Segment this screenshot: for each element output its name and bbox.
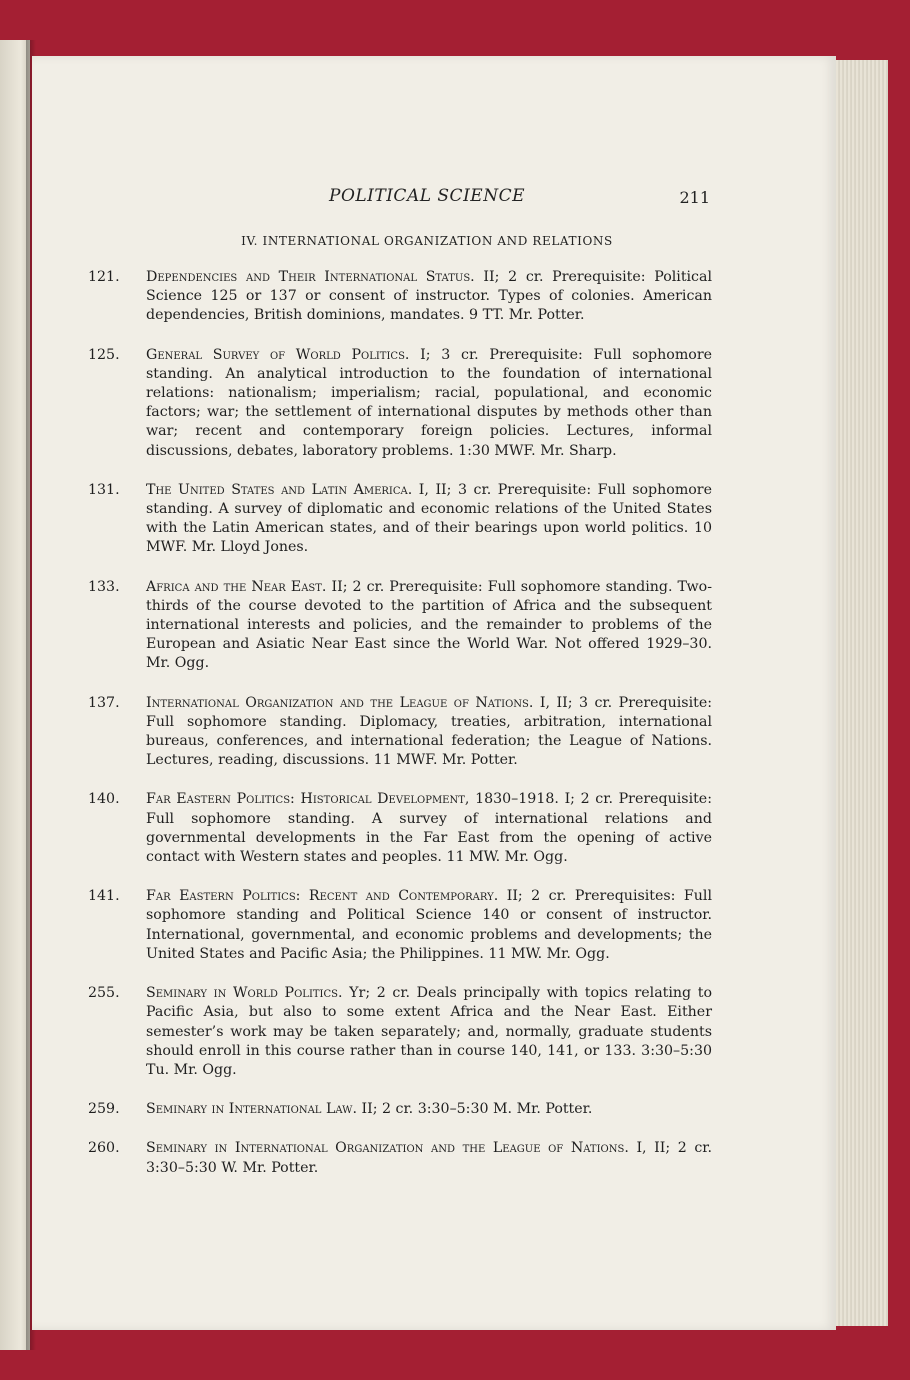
course-entry xyxy=(88,346,712,461)
course-title: Far Eastern Politics: Recent and Contemporary. xyxy=(146,888,499,905)
course-number: 140. xyxy=(88,791,120,808)
course-description: I, II; 3 cr. Prerequisite: Full sophomore standing. Diplomacy, treaties, arbitration, international bureaus, conferences, and international federation; the League of Nations. Lectures, reading, discussions. 11 MWF. Mr. Potter. xyxy=(146,694,713,769)
page-block-edges xyxy=(836,60,888,1326)
course-entry xyxy=(88,984,712,1080)
course-title: General Survey of World Politics. xyxy=(146,346,410,363)
section-heading: IV. INTERNATIONAL ORGANIZATION AND RELATIONS xyxy=(241,234,613,248)
course-entry xyxy=(88,1139,712,1177)
course-number: 260. xyxy=(88,1140,120,1157)
course-entry xyxy=(88,1100,712,1119)
course-title: International Organization and the League of Nations. xyxy=(146,694,534,711)
running-header xyxy=(142,186,712,212)
course-entry xyxy=(88,268,712,326)
course-entry xyxy=(88,694,712,771)
course-number: 255. xyxy=(88,985,120,1002)
course-entry xyxy=(88,481,712,558)
course-description: II; 2 cr. 3:30–5:30 M. Mr. Potter. xyxy=(361,1101,593,1118)
course-number: 259. xyxy=(88,1101,120,1118)
course-number: 133. xyxy=(88,578,120,595)
course-entry xyxy=(88,887,712,964)
course-entry xyxy=(88,578,712,674)
course-number: 121. xyxy=(88,269,120,285)
course-number: 131. xyxy=(88,481,120,498)
course-description: I; 3 cr. Prerequisite: Full sophomore standing. An analytical introduction to the foundation of international relations: nationalism; imperialism; racial, populational, and economic factors; war; the settlement of international disputes by methods other than war; recent and contemporary foreign policies. Lectures, informal discussions, debates, laboratory problems. 1:30 MWF. Mr. Sharp. xyxy=(146,346,712,459)
course-title: Africa and the Near East. xyxy=(146,578,327,595)
course-description: I, II; 2 cr. 3:30–5:30 W. Mr. Potter. xyxy=(146,1140,712,1176)
course-description: II; 2 cr. Prerequisites: Full sophomore standing and Political Science 140 or consent of instructor. International, governmental, and economic problems and developments; the United States and Pacific Asia; the Philippines. 11 MW. Mr. Ogg. xyxy=(146,888,712,962)
course-description: Yr; 2 cr. Deals principally with topics relating to Pacific Asia, but also to some extent Africa and the Near East. Either semester’s work may be taken separately; and, normally, graduate students should enroll in this course rather than in course 140, 141, or 133. 3:30–5:30 Tu. Mr. Ogg. xyxy=(146,985,713,1078)
course-description: I, II; 3 cr. Prerequisite: Full sophomore standing. A survey of diplomatic and economic relations of the United States with the Latin American states, and of their bearings upon world politics. 10 MWF. Mr. Lloyd Jones. xyxy=(146,481,712,556)
course-number: 137. xyxy=(88,694,120,711)
running-title: POLITICAL SCIENCE xyxy=(329,186,525,206)
course-entry xyxy=(88,790,712,867)
course-number: 141. xyxy=(88,888,120,905)
course-title: Seminary in International Law. xyxy=(146,1101,357,1118)
course-title: Far Eastern Politics: Historical Development, 1830–1918. xyxy=(146,791,559,808)
course-description: II; 2 cr. Prerequisite: Full sophomore standing. Two-thirds of the course devoted to the partition of Africa and the subsequent international interests and policies, and the remainder to problems of the European and Asiatic Near East since the World War. Not offered 1929–30. Mr. Ogg. xyxy=(146,578,712,672)
course-title: Dependencies and Their International Status. xyxy=(146,269,475,285)
course-number: 125. xyxy=(88,346,120,363)
course-list xyxy=(88,268,712,1198)
course-title: Seminary in International Organization and the League of Nations. xyxy=(146,1140,629,1157)
course-title: The United States and Latin America. xyxy=(146,481,413,498)
course-description: I; 2 cr. Prerequisite: Full sophomore standing. A survey of international relations and governmental developments in the Far East from the opening of active contact with Western states and peoples. 11 MW. Mr. Ogg. xyxy=(146,791,712,866)
course-description: II; 2 cr. Prerequisite: Political Science 125 or 137 or consent of instructor. Types of colonies. American dependencies, British dominions, mandates. 9 TT. Mr. Potter. xyxy=(146,269,713,324)
page-number: 211 xyxy=(679,188,710,207)
course-title: Seminary in World Politics. xyxy=(146,985,343,1002)
